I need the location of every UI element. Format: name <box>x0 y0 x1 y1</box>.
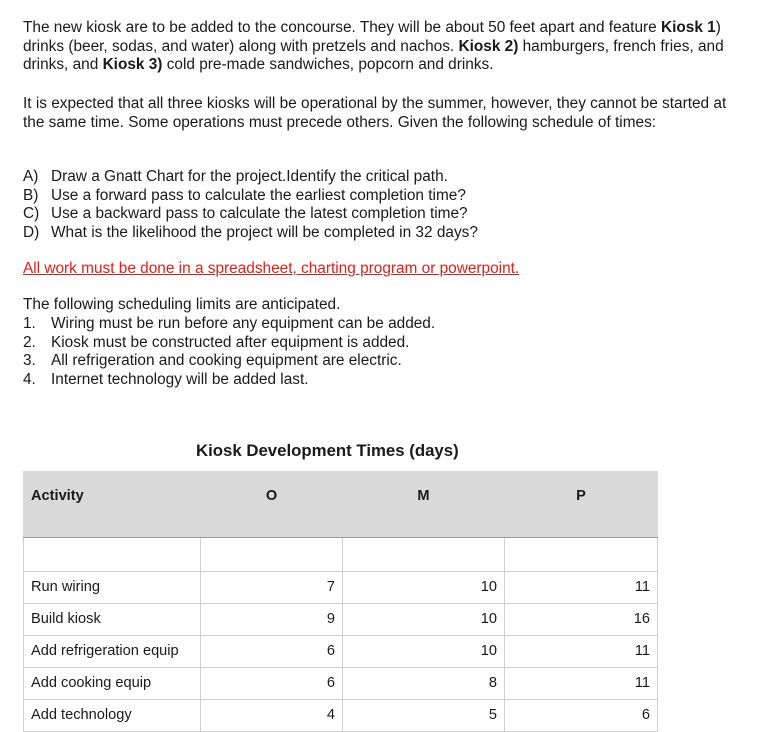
optimistic-cell: 4 <box>201 700 343 732</box>
development-times-table <box>23 471 658 732</box>
pessimistic-cell: 6 <box>505 700 658 732</box>
question-marker: C) <box>23 205 40 223</box>
optimistic-cell: 9 <box>201 604 343 636</box>
question-marker: A) <box>23 168 39 185</box>
question-text: Use a backward pass to calculate the latest completion time? <box>51 205 468 223</box>
limit-text: Internet technology will be added last. <box>51 370 309 388</box>
question-marker: D) <box>23 223 40 241</box>
question-item <box>23 187 478 206</box>
work-instruction-note: All work must be done in a spreadsheet, charting program or powerpoint. <box>23 260 520 277</box>
limit-marker: 3. <box>23 352 36 370</box>
table-row <box>24 700 658 732</box>
limit-marker: 2. <box>23 333 36 351</box>
spacer-cell <box>505 538 658 572</box>
kiosk-1-label: Kiosk 1 <box>660 19 716 36</box>
limit-item <box>23 371 435 390</box>
most-likely-cell: 5 <box>343 700 505 732</box>
optimistic-cell: 7 <box>201 572 343 604</box>
limit-item <box>23 315 435 334</box>
header-optimistic: O <box>201 472 343 538</box>
table-row <box>24 604 658 636</box>
limits-list <box>23 315 435 389</box>
question-item <box>23 205 478 224</box>
expectation-paragraph: It is expected that all three kiosks will be operational by the summer, however, they cannot be started at the same time. Some operations must precede others. Given the following schedule of times: <box>23 95 727 131</box>
spacer-cell <box>201 538 343 572</box>
table-row <box>24 636 658 668</box>
table-title: Kiosk Development Times (days) <box>196 441 459 460</box>
question-text: Use a forward pass to calculate the earliest completion time? <box>51 186 466 204</box>
header-most-likely: M <box>343 472 505 538</box>
pessimistic-cell: 11 <box>505 572 658 604</box>
intro-text-3: hamburgers, french fries, and drinks, and <box>23 37 724 74</box>
limit-item <box>23 334 435 353</box>
spacer-cell <box>343 538 505 572</box>
optimistic-cell: 6 <box>201 636 343 668</box>
table-header-row <box>24 472 658 538</box>
limit-marker: 4. <box>23 370 36 388</box>
question-text: Draw a Gnatt Chart for the project.Identify the critical path. <box>51 168 448 185</box>
pessimistic-cell: 11 <box>505 636 658 668</box>
most-likely-cell: 10 <box>343 572 505 604</box>
question-text: What is the likelihood the project will be completed in 32 days? <box>51 223 478 241</box>
spacer-cell <box>24 538 201 572</box>
most-likely-cell: 10 <box>343 636 505 668</box>
header-activity: Activity <box>24 472 201 538</box>
most-likely-cell: 10 <box>343 604 505 636</box>
kiosk-2-label: Kiosk 2) <box>458 37 519 55</box>
limit-text: Wiring must be run before any equipment can be added. <box>51 315 436 332</box>
header-pessimistic: P <box>505 472 658 538</box>
question-list <box>23 168 478 242</box>
limit-text: All refrigeration and cooking equipment are electric. <box>51 352 402 370</box>
optimistic-cell: 6 <box>201 668 343 700</box>
activity-cell: Run wiring <box>24 572 201 604</box>
activity-cell: Build kiosk <box>24 604 201 636</box>
intro-text-4: cold pre-made sandwiches, popcorn and drinks. <box>162 56 494 74</box>
table-spacer-row <box>24 538 658 572</box>
intro-text-1: The new kiosk are to be added to the concourse. They will be about 50 feet apart and feature <box>23 19 661 36</box>
pessimistic-cell: 11 <box>505 668 658 700</box>
table-row <box>24 572 658 604</box>
question-marker: B) <box>23 186 39 204</box>
limit-marker: 1. <box>23 315 36 332</box>
table-row <box>24 668 658 700</box>
limit-item <box>23 352 435 371</box>
pessimistic-cell: 16 <box>505 604 658 636</box>
question-item <box>23 224 478 243</box>
activity-cell: Add cooking equip <box>24 668 201 700</box>
most-likely-cell: 8 <box>343 668 505 700</box>
kiosk-3-label: Kiosk 3) <box>102 56 163 74</box>
limits-intro: The following scheduling limits are anticipated. <box>23 296 341 313</box>
activity-cell: Add refrigeration equip <box>24 636 201 668</box>
question-item <box>23 168 478 187</box>
intro-paragraph <box>23 19 743 75</box>
activity-cell: Add technology <box>24 700 201 732</box>
intro-text-2: ) drinks (beer, sodas, and water) along with pretzels and nachos. <box>23 19 721 55</box>
limit-text: Kiosk must be constructed after equipment is added. <box>51 333 410 351</box>
